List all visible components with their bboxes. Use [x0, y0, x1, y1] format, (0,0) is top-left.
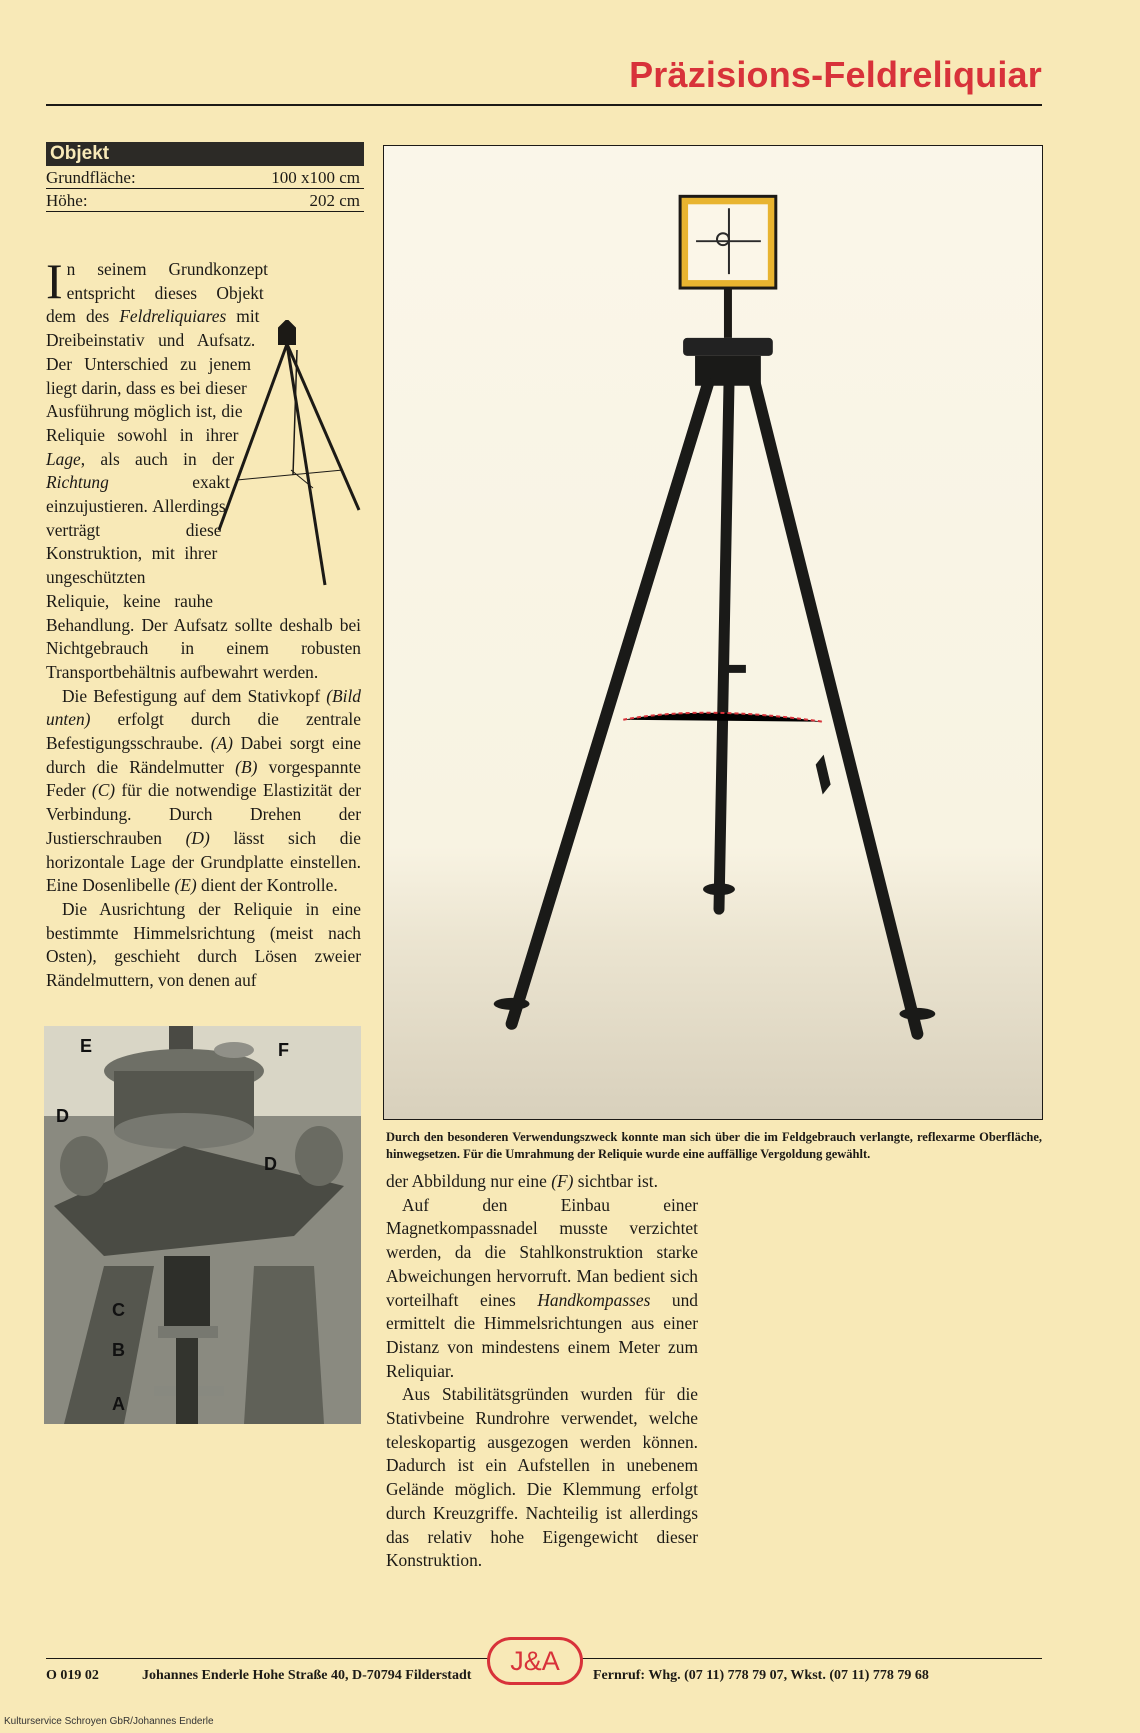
- spec-label: Höhe:: [46, 191, 88, 210]
- text-italic: (E): [174, 875, 197, 896]
- spec-label: Grundfläche:: [46, 168, 136, 187]
- text-italic: (D): [185, 827, 210, 848]
- paragraph: [386, 1194, 698, 1384]
- text: sichtbar ist.: [573, 1171, 658, 1191]
- text: , als auch in der: [80, 448, 235, 469]
- photo-caption: Durch den besonderen Verwendungszweck konnte man sich über die im Feldgebrauch verlangte, reflexarme Oberfläche, hinwegsetzen. Für die Umrahmung der Reliquie wurde eine auffällige Vergoldung gewählt.: [386, 1130, 1042, 1161]
- text-italic: Richtung: [46, 472, 109, 493]
- paragraph: Aus Stabilitätsgründen wurden für die Stativbeine Rundrohre verwendet, welche teleskopartig ausgezogen werden können. Dadurch ist ein Aufstellen in unebenem Gelände möglich. Die Klemmung erfolgt durch Kreuzgriffe. Nachteilig ist allerdings das relativ hohe Eigengewicht dieser Konstruktion.: [386, 1384, 698, 1571]
- figure-label: B: [112, 1340, 125, 1360]
- text: Die Befestigung auf dem Stativkopf: [62, 685, 327, 706]
- text-italic: Handkompasses: [537, 1289, 651, 1310]
- text: für die notwendige Elastizität der Verbindung. Durch Drehen der Justierschrauben: [46, 780, 361, 848]
- paragraph: [386, 1170, 698, 1194]
- text-italic: Lage: [46, 448, 81, 469]
- header-rule: [46, 104, 1042, 106]
- footer-code: O 019 02: [46, 1668, 99, 1683]
- spec-row-height: [46, 189, 364, 212]
- dropcap: I: [46, 253, 63, 309]
- text: lässt sich die horizontale Lage der Grundplatte einstellen. Eine Dosenlibelle: [46, 827, 361, 896]
- text: n seinem Grundkonzept entspricht dieses Objekt dem des: [46, 259, 268, 327]
- paragraph: Die Ausrichtung der Reliquie in eine bestimmte Himmelsrichtung (meist nach Osten), geschieht durch Lösen zweier Rändelmuttern, von denen auf: [46, 898, 361, 991]
- footer-address: Johannes Enderle Hohe Straße 40, D-70794 Filderstadt: [142, 1668, 472, 1683]
- text: dient der Kontrolle.: [196, 875, 338, 896]
- figure-label: F: [278, 1040, 289, 1060]
- paragraph: [46, 253, 361, 685]
- figure-label: A: [112, 1394, 125, 1414]
- mechanism-photo: [44, 1026, 361, 1424]
- text-italic: (F): [551, 1171, 574, 1191]
- figure-label: D: [56, 1106, 69, 1126]
- paragraph: [46, 685, 361, 898]
- footer-phone: Fernruf: Whg. (07 11) 778 79 07, Wkst. (07 11) 778 79 68: [593, 1668, 929, 1683]
- spec-box: [46, 142, 364, 212]
- text: und ermittelt die Himmelsrichtungen aus einer Distanz von mindestens einem Meter zum Reliquiar.: [386, 1289, 698, 1381]
- text-italic: Feldreliquiares: [119, 306, 227, 327]
- text-italic: (B): [235, 756, 258, 777]
- text: der Abbildung nur eine: [386, 1171, 552, 1191]
- figure-label: C: [112, 1300, 125, 1320]
- spec-value: 100 x100 cm: [271, 168, 360, 187]
- spec-value: 202 cm: [309, 191, 360, 210]
- text: Dabei sorgt eine durch die Rändelmutter: [46, 733, 362, 777]
- text-italic: (A): [210, 733, 233, 754]
- spec-row-area: [46, 166, 364, 189]
- page-title: Präzisions-Feldreliquiar: [629, 54, 1042, 95]
- text-column-middle: [386, 1170, 698, 1573]
- tripod-photo: [383, 145, 1043, 1120]
- text-italic: (C): [91, 780, 116, 801]
- figure-label: E: [80, 1036, 93, 1056]
- text: erfolgt durch die zentrale Befestigungsschraube.: [46, 709, 361, 754]
- figure-label: D: [264, 1154, 277, 1174]
- text-column-left: [46, 253, 362, 993]
- text-italic: (Bild unten): [46, 685, 361, 730]
- text: exakt einzujustieren. Allerdings verträgt diese Konstruktion, mit ihrer ungeschützten Reliquie, keine rauhe Behandlung. Der Aufsatz sollte deshalb bei Nichtgebrauch in einem robusten Transportbehältnis aufbewahrt werden.: [46, 472, 361, 682]
- company-logo: J&A: [487, 1637, 583, 1685]
- text: Auf den Einbau einer Magnetkompassnadel musste verzichtet werden, da die Stahlkonstruktion starke Abweichungen hervorruft. Man bedient sich vorteilhaft eines: [386, 1194, 698, 1310]
- image-credit: Kulturservice Schroyen GbR/Johannes Enderle: [4, 1716, 214, 1727]
- text: vorgespannte Feder: [46, 756, 361, 801]
- spec-heading: Objekt: [46, 142, 364, 166]
- text: mit Dreibeinstativ und Aufsatz. Der Unterschied zu jenem liegt darin, dass es bei dieser Ausführung möglich ist, die Reliquie sowohl in ihrer: [46, 306, 260, 445]
